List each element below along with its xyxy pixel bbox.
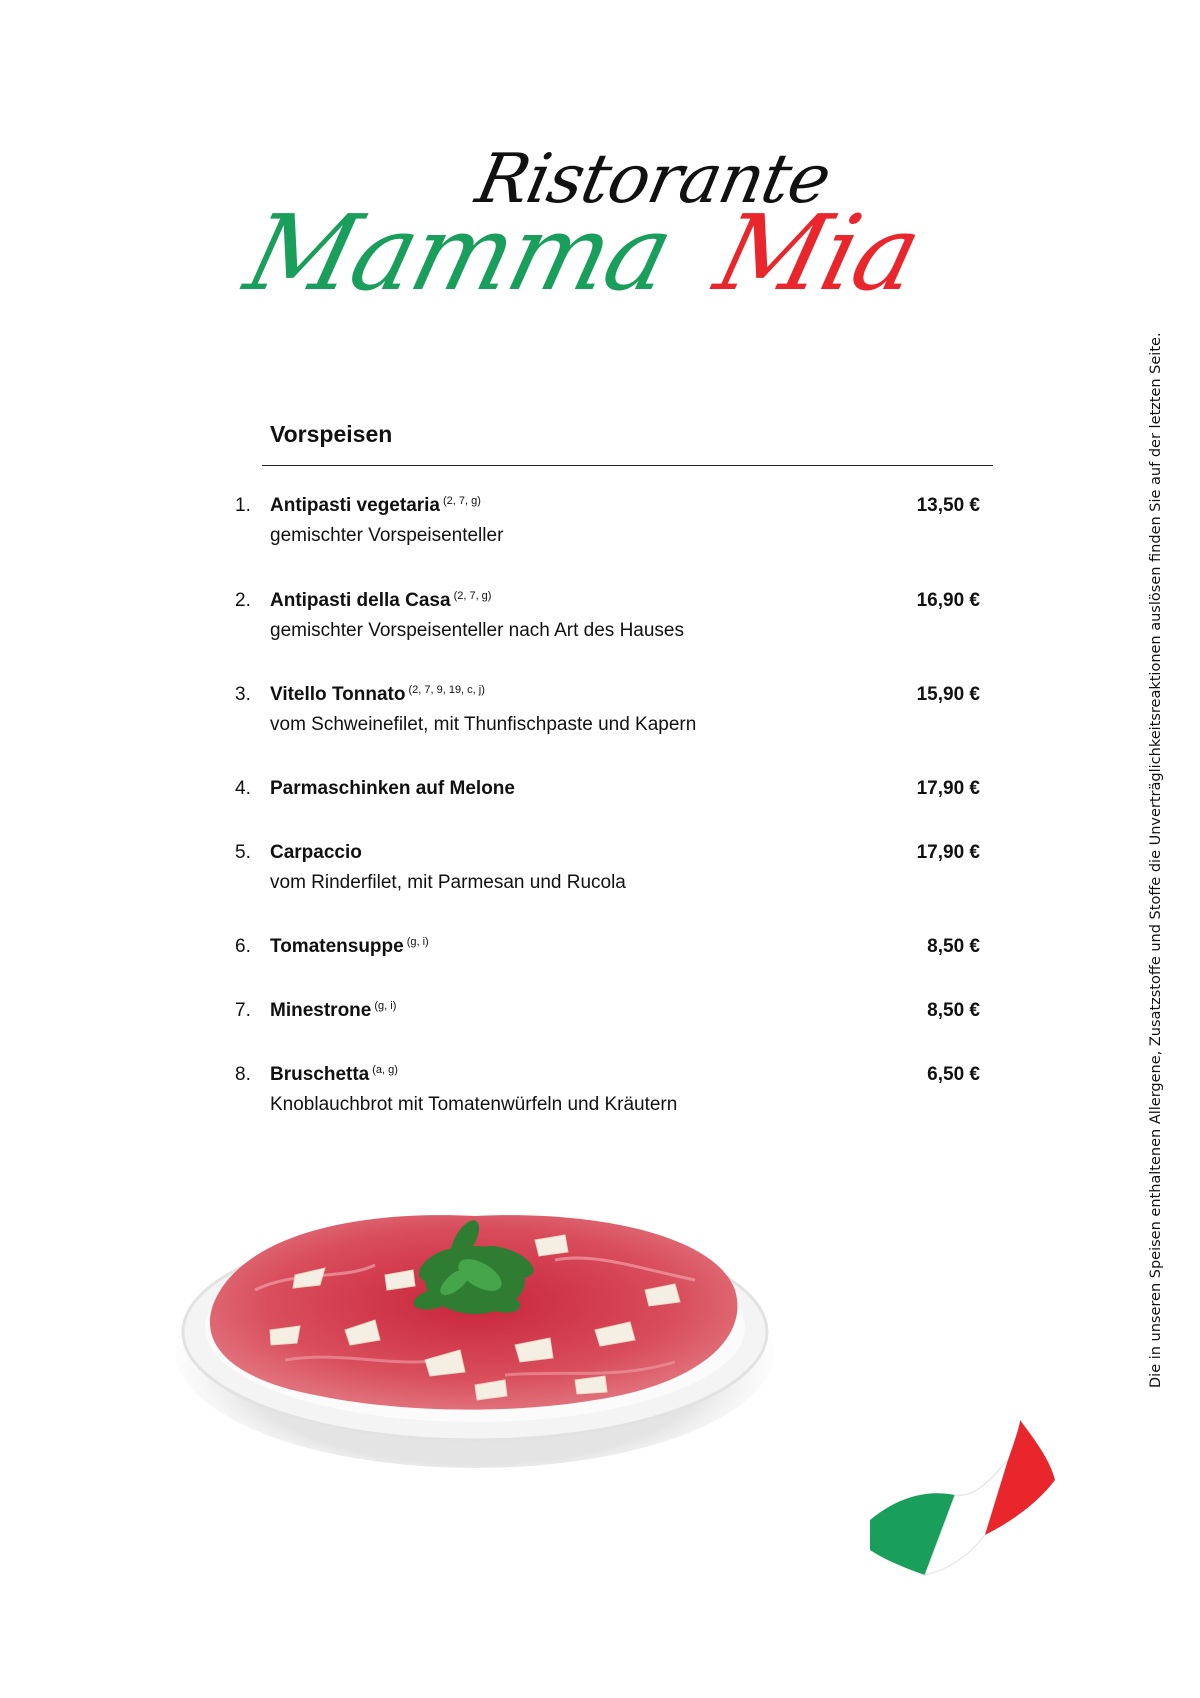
carpaccio-plate-image bbox=[175, 1180, 775, 1470]
item-allergens: (2, 7, g) bbox=[443, 495, 481, 507]
item-price: 6,50 € bbox=[927, 1064, 980, 1085]
item-name bbox=[270, 495, 481, 517]
logo-mia-text: Mia bbox=[704, 192, 931, 314]
item-price: 17,90 € bbox=[916, 842, 980, 863]
item-price: 8,50 € bbox=[927, 936, 980, 957]
item-number: 3. bbox=[235, 684, 251, 705]
item-name-text: Carpaccio bbox=[270, 842, 362, 863]
item-description: vom Rinderfilet, mit Parmesan und Rucola bbox=[270, 872, 626, 893]
item-number: 4. bbox=[235, 778, 251, 799]
item-name-text: Antipasti vegetaria bbox=[270, 495, 440, 516]
item-name-text: Minestrone bbox=[270, 1000, 372, 1021]
item-number: 2. bbox=[235, 590, 251, 611]
item-name bbox=[270, 778, 515, 800]
item-name-text: Antipasti della Casa bbox=[270, 590, 451, 611]
item-number: 6. bbox=[235, 936, 251, 957]
item-name-text: Tomatensuppe bbox=[270, 936, 404, 957]
item-name bbox=[270, 936, 429, 958]
item-description: gemischter Vorspeisenteller bbox=[270, 525, 504, 546]
item-allergens: (g, i) bbox=[406, 936, 429, 948]
item-description: vom Schweinefilet, mit Thunfischpaste und Kapern bbox=[270, 714, 697, 735]
item-description: gemischter Vorspeisenteller nach Art des Hauses bbox=[270, 620, 684, 641]
logo-ristorante-text: Ristorante bbox=[469, 140, 837, 219]
item-price: 8,50 € bbox=[927, 1000, 980, 1021]
item-name bbox=[270, 590, 491, 612]
item-name-text: Vitello Tonnato bbox=[270, 684, 406, 705]
section-title: Vorspeisen bbox=[270, 421, 393, 447]
item-price: 15,90 € bbox=[916, 684, 980, 705]
item-number: 5. bbox=[235, 842, 251, 863]
item-allergens: (2, 7, 9, 19, c, j) bbox=[408, 684, 485, 696]
logo-mamma-text: Mamma bbox=[234, 192, 683, 314]
item-name bbox=[270, 1064, 398, 1086]
item-name bbox=[270, 842, 362, 864]
restaurant-logo bbox=[234, 140, 990, 314]
allergen-side-note: Die in unseren Speisen enthaltenen Allergene, Zusatzstoffe und Stoffe die Unverträglichkeitsreaktionen auslösen finden Sie auf der letzten Seite. bbox=[1148, 332, 1164, 1388]
item-allergens: (g, i) bbox=[374, 1000, 397, 1012]
italian-flag-image bbox=[860, 1400, 1060, 1600]
item-name-text: Bruschetta bbox=[270, 1064, 370, 1085]
item-price: 16,90 € bbox=[916, 590, 980, 611]
item-allergens: (2, 7, g) bbox=[453, 590, 492, 602]
item-description: Knoblauchbrot mit Tomatenwürfeln und Kräutern bbox=[270, 1094, 678, 1115]
item-name-text: Parmaschinken auf Melone bbox=[270, 778, 515, 799]
item-name bbox=[270, 1000, 396, 1022]
item-number: 8. bbox=[235, 1064, 251, 1085]
item-number: 1. bbox=[235, 495, 251, 516]
item-allergens: (a, g) bbox=[372, 1064, 398, 1076]
item-name bbox=[270, 684, 485, 706]
item-price: 13,50 € bbox=[916, 495, 980, 516]
item-price: 17,90 € bbox=[916, 778, 980, 799]
section-divider bbox=[262, 465, 993, 466]
item-number: 7. bbox=[235, 1000, 251, 1021]
